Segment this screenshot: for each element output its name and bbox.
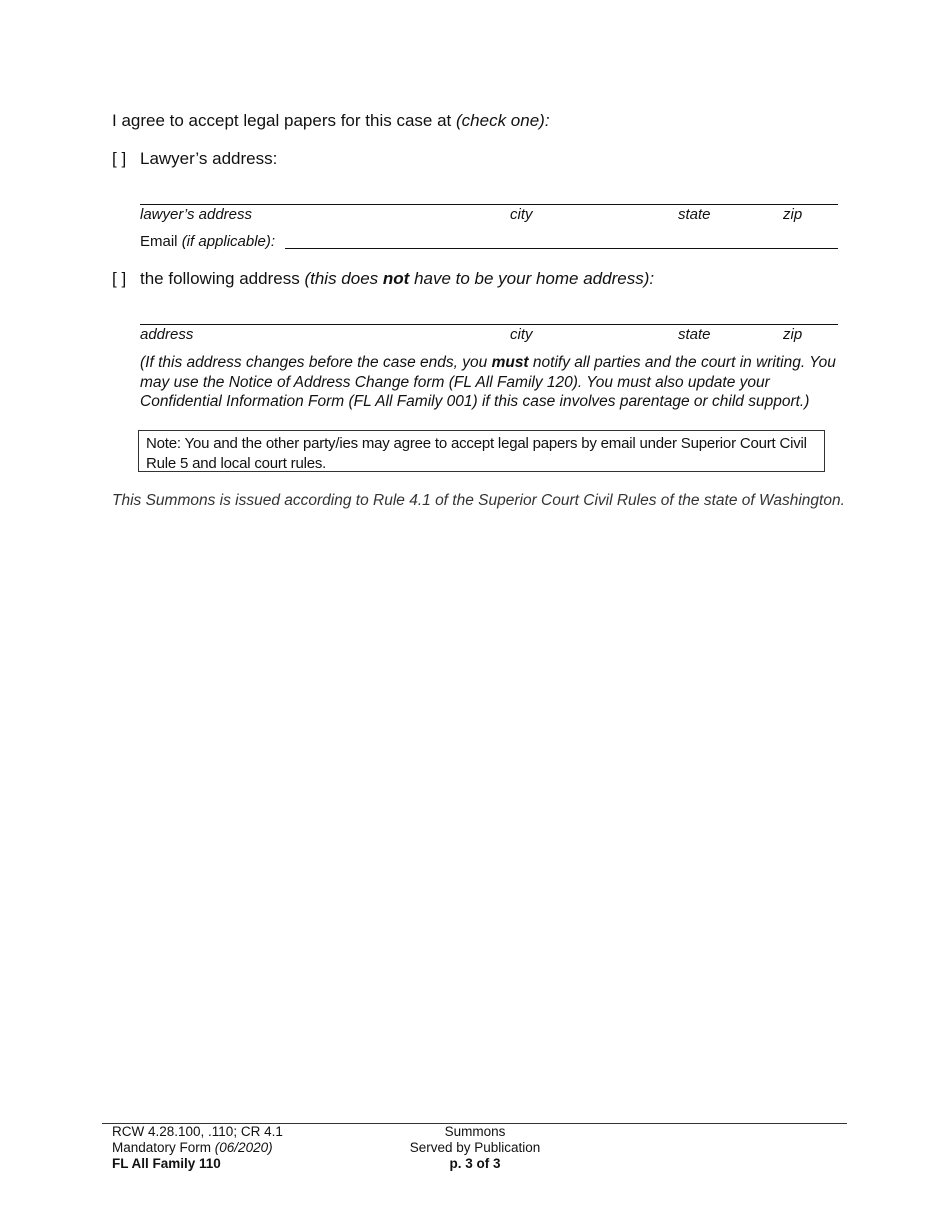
footer-subtitle: Served by Publication	[409, 1140, 541, 1155]
following-address-label: the following address	[140, 269, 300, 288]
lawyer-address-caption: lawyer’s address	[140, 206, 252, 223]
footer-center	[375, 1124, 575, 1172]
lawyer-address-checkbox[interactable]: [ ]	[112, 149, 127, 168]
city-caption: city	[510, 326, 533, 343]
address-line[interactable]	[140, 324, 838, 325]
following-address-hint: (this does not have to be your home address):	[304, 269, 655, 288]
footer-statute: RCW 4.28.100, .110; CR 4.1	[112, 1124, 283, 1139]
following-address-option	[112, 269, 654, 289]
email-note-box: Note: You and the other party/ies may agree to accept legal papers by email under Superior Court Civil Rule 5 and local court rules.	[138, 430, 825, 472]
address-change-warning: (If this address changes before the case ends, you must notify all parties and the court in writing. You may use the Notice of Address Change form (FL All Family 120). You must also update your Confidential Information Form (FL All Family 001) if this case involves parentage or child support.)	[140, 354, 836, 410]
footer-mandatory: Mandatory Form (06/2020)	[112, 1140, 273, 1155]
address-caption: address	[140, 326, 194, 343]
lawyer-address-line[interactable]	[140, 204, 838, 205]
lawyer-state-caption: state	[678, 206, 711, 223]
footer-page: p. 3 of 3	[449, 1156, 501, 1171]
lawyer-zip-caption: zip	[783, 206, 803, 223]
zip-caption: zip	[783, 326, 803, 343]
state-caption: state	[678, 326, 711, 343]
footer-form-id: FL All Family 110	[112, 1156, 221, 1171]
lawyer-address-label: Lawyer’s address:	[140, 149, 278, 168]
footer-title: Summons	[444, 1124, 506, 1139]
following-address-checkbox[interactable]: [ ]	[112, 269, 127, 288]
lawyer-city-caption: city	[510, 206, 533, 223]
intro-line: I agree to accept legal papers for this case at (check one):	[112, 111, 550, 130]
email-label: Email (if applicable):	[140, 233, 276, 250]
footer-left	[112, 1124, 283, 1172]
email-line[interactable]	[285, 248, 838, 249]
issued-statement: This Summons is issued according to Rule 4.1 of the Superior Court Civil Rules of the state of Washington.	[112, 492, 845, 509]
lawyer-address-option	[112, 149, 277, 169]
